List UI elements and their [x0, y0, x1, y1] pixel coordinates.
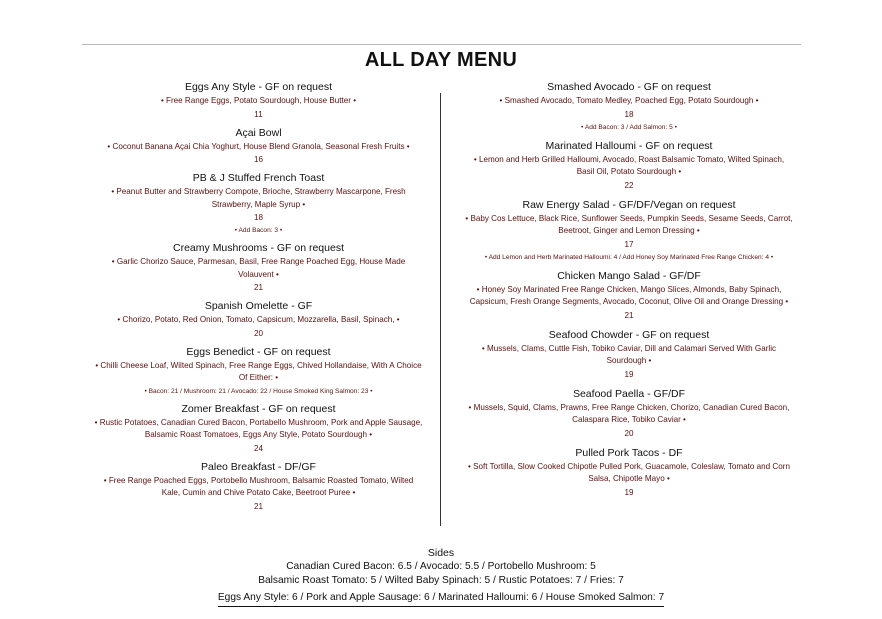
item-description: • Mussels, Squid, Clams, Prawns, Free Range Chicken, Chorizo, Canadian Cured Bacon, Calaspara Rice, Tobiko Caviar • [468, 402, 790, 424]
menu-item [458, 388, 800, 440]
menu-item [458, 447, 800, 499]
menu-item [86, 172, 431, 236]
menu-item [458, 329, 800, 381]
item-price: 24 [253, 443, 263, 453]
item-price: 20 [253, 328, 263, 338]
menu-item [86, 300, 431, 340]
item-description: • Mussels, Clams, Cuttle Fish, Tobiko Caviar, Dill and Calamari Served With Garlic Sourdough • [481, 343, 777, 365]
item-price: 18 [253, 213, 263, 222]
menu-item [86, 403, 431, 455]
item-description: • Peanut Butter and Strawberry Compote, Brioche, Strawberry Mascarpone, Fresh Strawberry, Maple Syrup • [111, 187, 406, 209]
item-name: Açai Bowl [235, 126, 282, 139]
item-addon: • Add Bacon: 3 / Add Salmon: 5 • [581, 123, 677, 131]
menu-item [458, 140, 800, 192]
item-price: 16 [253, 155, 263, 164]
menu-item [458, 199, 800, 263]
item-name: Marinated Halloumi - GF on request [545, 139, 713, 152]
item-name: Chicken Mango Salad - GF/DF [557, 269, 701, 282]
menu-item [86, 127, 431, 167]
item-name: Raw Energy Salad - GF/DF/Vegan on request [522, 198, 736, 211]
menu-item [86, 242, 431, 294]
sides-section [0, 546, 882, 607]
item-description: • Coconut Banana Açai Chia Yoghurt, House Blend Granola, Seasonal Fresh Fruits • [107, 141, 410, 151]
column-divider [440, 93, 441, 526]
top-rule [82, 44, 801, 45]
item-addon: • Add Lemon and Herb Marinated Halloumi: 4 / Add Honey Soy Marinated Free Range Chicken: 4 • [484, 253, 774, 261]
item-description: • Lemon and Herb Grilled Halloumi, Avocado, Roast Balsamic Tomato, Wilted Spinach, Basil Oil, Potato Sourdough • [473, 154, 785, 176]
item-description: • Chilli Cheese Loaf, Wilted Spinach, Free Range Eggs, Chived Hollandaise, With A Choice Of Either: • [95, 360, 422, 382]
menu-item [86, 81, 431, 121]
item-price: 19 [624, 369, 634, 379]
sides-line: Eggs Any Style: 6 / Pork and Apple Sausage: 6 / Marinated Halloumi: 6 / House Smoked Salmon: 7 [218, 591, 664, 607]
item-name: Spanish Omelette - GF [204, 300, 313, 312]
item-name: Zomer Breakfast - GF on request [181, 402, 336, 415]
item-price: 18 [624, 109, 634, 119]
item-description: • Baby Cos Lettuce, Black Rice, Sunflower Seeds, Pumpkin Seeds, Sesame Seeds, Carrot, Beetroot, Ginger and Lemon Dressing • [465, 213, 793, 235]
item-description: • Rustic Potatoes, Canadian Cured Bacon, Portabello Mushroom, Pork and Apple Sausage, Balsamic Roast Tomatoes, Eggs Any Style, Potato Sourdough • [94, 417, 423, 439]
sides-line: Balsamic Roast Tomato: 5 / Wilted Baby Spinach: 5 / Rustic Potatoes: 7 / Fries: 7 [258, 574, 624, 586]
sides-title: Sides [427, 547, 455, 559]
item-name: Eggs Benedict - GF on request [186, 345, 331, 358]
item-description: • Garlic Chorizo Sauce, Parmesan, Basil, Free Range Poached Egg, House Made Volauvent • [111, 257, 406, 279]
item-name: Smashed Avocado - GF on request [547, 81, 711, 93]
menu-item [86, 461, 431, 513]
item-name: Seafood Chowder - GF on request [548, 328, 710, 341]
item-description: • Free Range Poached Eggs, Portobello Mushroom, Balsamic Roasted Tomato, Wilted Kale, Cumin and Chive Potato Cake, Beetroot Puree • [103, 475, 414, 497]
item-name: Pulled Pork Tacos - DF [575, 446, 683, 459]
item-description: • Free Range Eggs, Potato Sourdough, House Butter • [160, 96, 357, 105]
item-name: Seafood Paella - GF/DF [572, 387, 686, 400]
item-description: • Chorizo, Potato, Red Onion, Tomato, Capsicum, Mozzarella, Basil, Spinach, • [117, 315, 400, 324]
right-column [458, 81, 800, 506]
item-price: 22 [624, 180, 634, 190]
item-price: 17 [624, 239, 634, 249]
item-price: 20 [624, 428, 634, 438]
item-price: 11 [254, 109, 263, 119]
item-description: • Honey Soy Marinated Free Range Chicken, Mango Slices, Almonds, Baby Spinach, Capsicum, Fresh Orange Segments, Avocado, Coconut, Olive Oil and Orange Dressing • [469, 284, 789, 306]
item-price: 19 [624, 487, 634, 497]
menu-title: ALL DAY MENU [364, 49, 518, 71]
item-price: 21 [253, 283, 263, 292]
item-name: Eggs Any Style - GF on request [184, 81, 333, 93]
item-description: • Smashed Avocado, Tomato Medley, Poached Egg, Potato Sourdough • [499, 96, 759, 105]
left-column [86, 81, 431, 519]
item-price: 21 [253, 501, 263, 511]
item-addon: • Add Bacon: 3 • [234, 227, 283, 234]
item-name: Paleo Breakfast - DF/GF [201, 460, 316, 473]
item-name: PB & J Stuffed French Toast [192, 172, 325, 184]
item-price: 21 [624, 310, 634, 320]
item-addon: • Bacon: 21 / Mushroom: 21 / Avocado: 22 / House Smoked King Salmon: 23 • [144, 387, 373, 395]
menu-item [458, 81, 800, 133]
menu-item [86, 346, 431, 397]
sides-line: Canadian Cured Bacon: 6.5 / Avocado: 5.5 / Portobello Mushroom: 5 [286, 561, 596, 572]
item-description: • Soft Tortilla, Slow Cooked Chipotle Pulled Pork, Guacamole, Coleslaw, Tomato and Corn Salsa, Chipotle Mayo • [468, 461, 790, 483]
menu-item [458, 270, 800, 322]
item-name: Creamy Mushrooms - GF on request [173, 242, 344, 254]
